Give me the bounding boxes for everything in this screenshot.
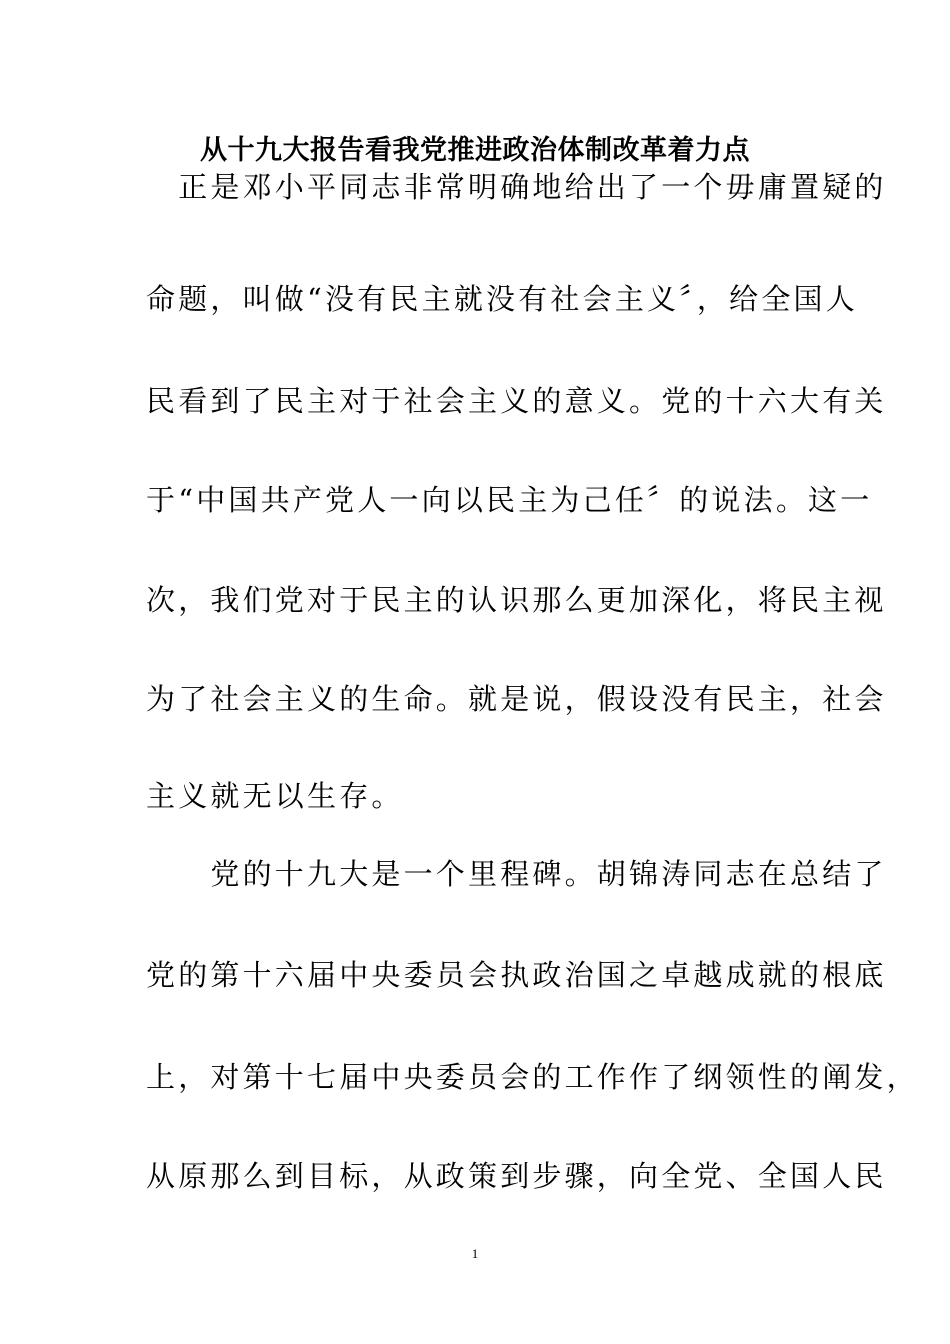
body-line-9: 党的第十六届中央委员会执政治国之卓越成就的根底 xyxy=(146,958,887,992)
body-line-1: 正是邓小平同志非常明确地给出了一个毋庸置疑的 xyxy=(146,170,887,204)
body-line-6: 为了社会主义的生命。就是说，假设没有民主，社会 xyxy=(146,682,887,716)
body-line-5: 次，我们党对于民主的认识那么更加深化，将民主视 xyxy=(146,583,887,617)
body-line-11: 从原那么到目标，从政策到步骤，向全党、全国人民 xyxy=(146,1159,887,1193)
document-title: 从十九大报告看我党推进政治体制改革着力点 xyxy=(200,135,750,166)
body-line-8: 党的十九大是一个里程碑。胡锦涛同志在总结了 xyxy=(146,857,887,891)
body-line-4: 于“中国共产党人一向以民主为己任〞的说法。这一 xyxy=(146,483,873,517)
body-line-10: 上，对第十七届中央委员会的工作作了纲领性的阐发， xyxy=(146,1060,919,1094)
body-line-2: 命题，叫做“没有民主就没有社会主义〞，给全国人 xyxy=(146,282,858,316)
body-line-7: 主义就无以生存。 xyxy=(146,779,404,813)
page-number: 1 xyxy=(471,1246,479,1261)
body-line-3: 民看到了民主对于社会主义的意义。党的十六大有关 xyxy=(146,384,887,418)
